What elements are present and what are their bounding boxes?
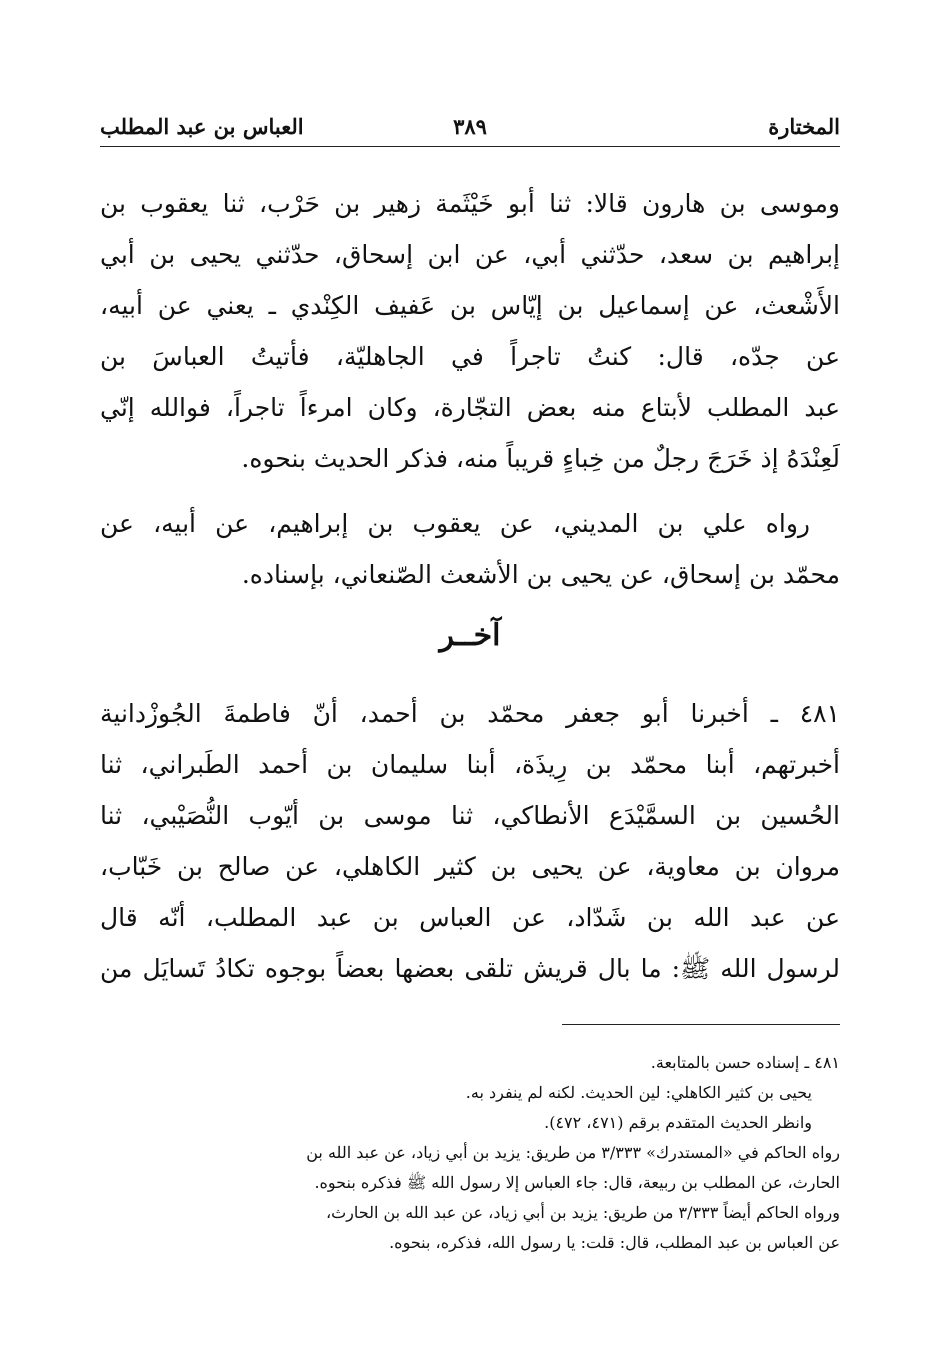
text-line: الحُسين بن السمَّيْدَع الأنطاكي، ثنا موسى بن أيّوب النُّصَيْبي، ثنا bbox=[100, 801, 840, 830]
footnote-line: يحيى بن كثير الكاهلي: لين الحديث. لكنه لم ينفرد به. bbox=[465, 1083, 812, 1102]
text-line: ٤٨١ ـ أخبرنا أبو جعفر محمّد بن أحمد، أنّ فاطمةَ الجُوزْدانية bbox=[100, 699, 840, 728]
text-line: لرسول الله ﷺ: ما بال قريش تلقى بعضها بعضاً بوجوه تكادُ تَسايَل من bbox=[100, 954, 840, 983]
footnote-divider bbox=[562, 1024, 840, 1025]
text-line: لَعِنْدَهُ إذ خَرَجَ رجلٌ من خِباءٍ قريباً منه، فذكر الحديث بنحوه. bbox=[241, 444, 840, 473]
text-line: رواه علي بن المديني، عن يعقوب بن إبراهيم، عن أبيه، عن bbox=[100, 509, 810, 538]
text-line: مروان بن معاوية، عن يحيى بن كثير الكاهلي، عن صالح بن خَبّاب، bbox=[100, 852, 840, 881]
footnote-line: الحارث، عن المطلب بن ربيعة، قال: جاء العباس إلا رسول الله ﷺ فذكره بنحوه. bbox=[314, 1173, 840, 1192]
footnote-line: ورواه الحاكم أيضاً ٣/٣٣٣ من طريق: يزيد بن أبي زياد، عن عبد الله بن الحارث، bbox=[325, 1203, 840, 1222]
text-line: الأَشْعث، عن إسماعيل بن إيّاس بن عَفيف الكِنْدي ـ يعني عن أبيه، bbox=[100, 291, 840, 320]
text-line: عن عبد الله بن شَدّاد، عن العباس بن عبد المطلب، أنّه قال bbox=[100, 903, 840, 932]
page-number: ٣٨٩ bbox=[453, 114, 487, 139]
text-line: أخبرتهم، أبنا محمّد بن رِيذَة، أبنا سليمان بن أحمد الطَبراني، ثنا bbox=[100, 750, 840, 779]
paragraph-2 bbox=[100, 498, 840, 600]
header-divider bbox=[100, 146, 840, 147]
section-title: آخــر bbox=[439, 618, 501, 653]
footnote-line: رواه الحاكم في «المستدرك» ٣/٣٣٣ من طريق: يزيد بن أبي زياد، عن عبد الله بن bbox=[306, 1143, 840, 1162]
text-line: عن جدّه، قال: كنتُ تاجراً في الجاهليّة، فأتيتُ العباسَ بن bbox=[100, 342, 840, 371]
text-line: محمّد بن إسحاق، عن يحيى بن الأشعث الصّنعاني، بإسناده. bbox=[241, 560, 840, 589]
paragraph-1 bbox=[100, 178, 840, 484]
page-header bbox=[100, 108, 840, 148]
paragraph-3 bbox=[100, 688, 840, 994]
chapter-title: العباس بن عبد المطلب bbox=[100, 114, 304, 139]
footnote-line: ٤٨١ ـ إسناده حسن بالمتابعة. bbox=[650, 1053, 840, 1072]
footnote-line: عن العباس بن عبد المطلب، قال: قلت: يا رسول الله، فذكره، بنحوه. bbox=[389, 1233, 840, 1252]
text-line: وموسى بن هارون قالا: ثنا أبو خَيْثَمة زهير بن حَرْب، ثنا يعقوب بن bbox=[100, 189, 840, 218]
book-title: المختارة bbox=[768, 114, 840, 139]
text-line: عبد المطلب لأبتاع منه بعض التجّارة، وكان امرءاً تاجراً، فوالله إنّي bbox=[100, 393, 840, 422]
footnote-line: وانظر الحديث المتقدم برقم (٤٧١، ٤٧٢). bbox=[544, 1113, 812, 1132]
text-line: إبراهيم بن سعد، حدّثني أبي، عن ابن إسحاق، حدّثني يحيى بن أبي bbox=[100, 240, 840, 269]
footnotes bbox=[100, 1048, 840, 1258]
